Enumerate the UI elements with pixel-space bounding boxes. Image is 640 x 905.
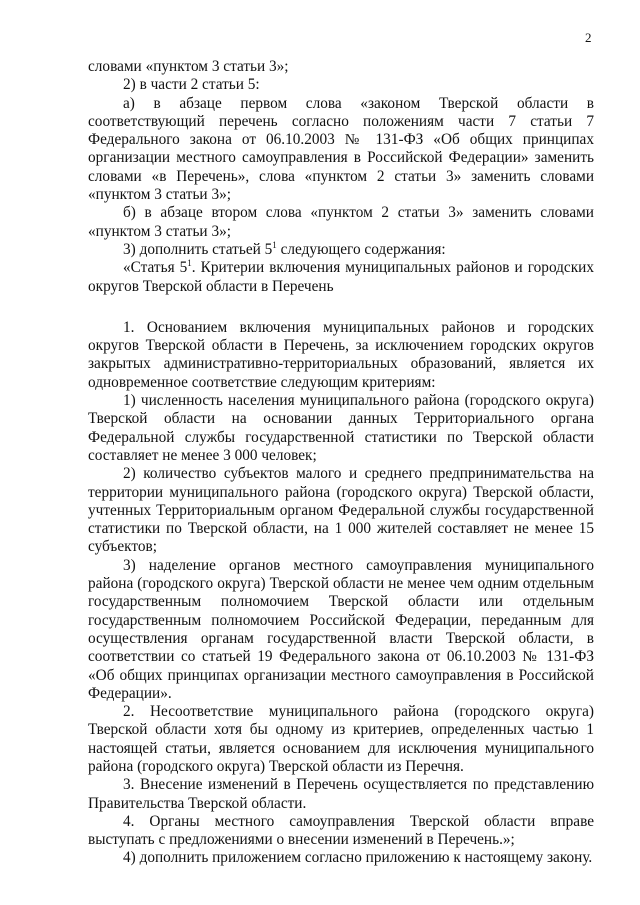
superscript: 1 bbox=[187, 258, 192, 269]
paragraph: б) в абзаце втором слова «пунктом 2 статьи 3» заменить словами «пунктом 3 статьи 3»; bbox=[88, 204, 594, 240]
paragraph-text: следующего содержания: bbox=[276, 240, 446, 258]
paragraph-text: 3) дополнить статьей 5 bbox=[123, 240, 273, 258]
spacer bbox=[88, 296, 594, 319]
paragraph: 1) численность населения муниципального района (городского округа) Тверской области на основании данных Территориального органа Федеральной службы государственной статистики по Тверской области составляет не менее 3 000 человек; bbox=[88, 392, 594, 464]
document-body bbox=[88, 58, 594, 868]
paragraph: 3) наделение органов местного самоуправления муниципального района (городского округа) Тверской области не менее чем одним отдельным государственным полномочием Тверской области или отдельным государственным полномочием Российской Федерации, переданным для осуществления органам государственной власти Тверской области, в соответствии со статьей 19 Федерального закона от 06.10.2003 № 131-ФЗ «Об общих принципах организации местного самоуправления в Российской Федерации». bbox=[88, 556, 594, 702]
paragraph: а) в абзаце первом слова «законом Тверской области в соответствующий перечень согласно положениям части 7 статьи 7 Федерального закона от 06.10.2003 № 131-ФЗ «Об общих принципах организации местного самоуправления в Российской Федерации» заменить словами «в Перечень», слова «пунктом 2 статьи 3» заменить словами «пунктом 3 статьи 3»; bbox=[88, 94, 594, 204]
article-heading bbox=[88, 259, 594, 296]
paragraph: словами «пунктом 3 статьи 3»; bbox=[88, 58, 289, 75]
paragraph-text: «Статья 5 bbox=[123, 259, 188, 277]
paragraph: 4. Органы местного самоуправления Тверской области вправе выступать с предложениями о внесении изменений в Перечень.»; bbox=[88, 812, 594, 849]
paragraph: 2) в части 2 статьи 5: bbox=[123, 76, 260, 94]
paragraph bbox=[88, 241, 594, 259]
superscript: 1 bbox=[272, 239, 277, 250]
page-number: 2 bbox=[585, 30, 592, 45]
paragraph-text: . Критерии включения муниципальных районов и городских округов Тверской области в Перечень bbox=[88, 259, 594, 295]
paragraph: 1. Основанием включения муниципальных районов и городских округов Тверской области в Перечень, за исключением городских округов закрытых административно-территориальных образований, является их одновременное соответствие следующим критериям: bbox=[88, 318, 594, 391]
paragraph: 4) дополнить приложением согласно приложению к настоящему закону. bbox=[123, 849, 593, 867]
paragraph: 2) количество субъектов малого и среднего предпринимательства на территории муниципального района (городского округа) Тверской области, учтенных Территориальным органом Федеральной службы государственной статистики по Тверской области, на 1 000 жителей составляет не менее 15 субъектов; bbox=[88, 465, 594, 556]
paragraph: 2. Несоответствие муниципального района (городского округа) Тверской области хотя бы одному из критериев, определенных частью 1 настоящей статьи, является основанием для исключения муниципального района (городского округа) Тверской области из Перечня. bbox=[88, 703, 594, 775]
paragraph: 3. Внесение изменений в Перечень осуществляется по представлению Правительства Тверской области. bbox=[88, 776, 594, 812]
